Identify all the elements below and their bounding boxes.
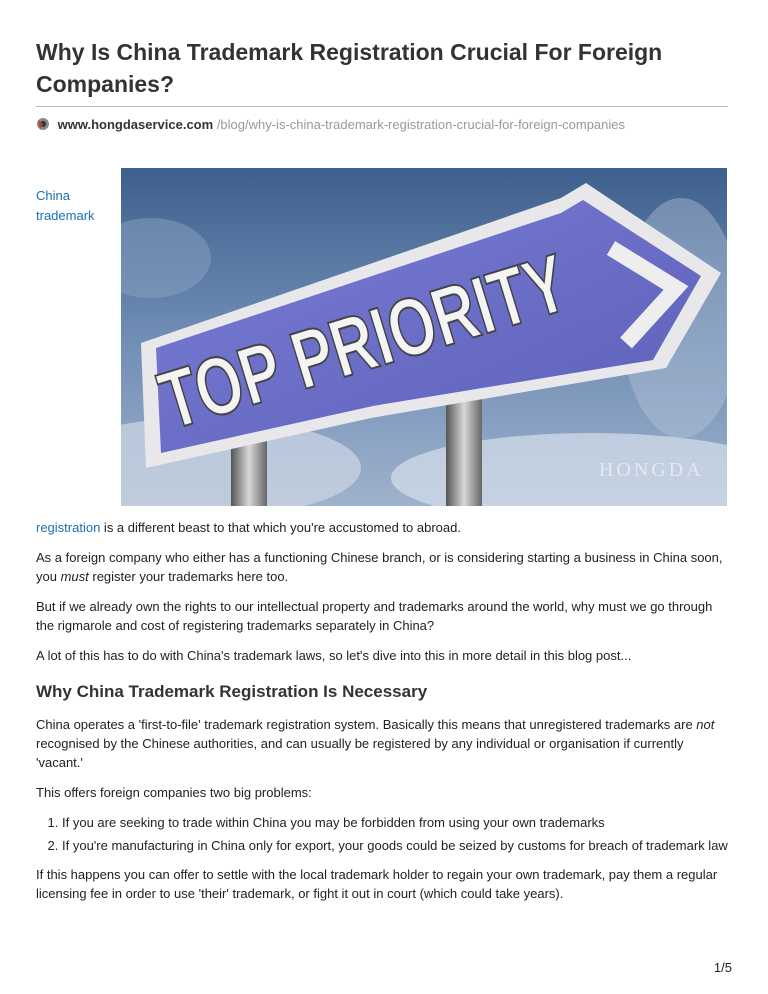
problems-list bbox=[36, 813, 728, 855]
article-body bbox=[36, 518, 728, 914]
paragraph: This offers foreign companies two big problems: bbox=[36, 785, 312, 800]
registration-link[interactable]: registration bbox=[36, 520, 101, 535]
paragraph: A lot of this has to do with China's trademark laws, so let's dive into this in more detail in this blog post... bbox=[36, 648, 632, 663]
title-divider bbox=[36, 106, 728, 107]
source-url[interactable] bbox=[36, 116, 625, 134]
source-path[interactable]: /blog/why-is-china-trademark-registration-crucial-for-foreign-companies bbox=[216, 117, 626, 132]
paragraph: China operates a 'first-to-file' trademark registration system. Basically this means that unregistered trademarks are not recognised by the Chinese authorities, and can usually be registered by any individual or organisation if currently 'vacant.' bbox=[36, 717, 715, 770]
site-favicon-icon bbox=[36, 117, 50, 131]
list-item: 2. If you're manufacturing in China only for export, your goods could be seized by customs for breach of trademark law bbox=[62, 836, 728, 855]
paragraph: As a foreign company who either has a functioning Chinese branch, or is considering starting a business in China soon, you must register your trademarks here too. bbox=[36, 550, 723, 584]
source-domain[interactable]: www.hongdaservice.com bbox=[57, 117, 214, 132]
page-number: 1/5 bbox=[713, 960, 732, 975]
sidebar-link-china-trademark[interactable]: China trademark bbox=[36, 188, 95, 223]
page-title: Why Is China Trademark Registration Crucial For Foreign Companies? bbox=[36, 39, 663, 97]
sign-text: TOP PRIORITY bbox=[149, 191, 727, 448]
paragraph: If this happens you can offer to settle with the local trademark holder to regain your own trademark, pay them a regular licensing fee in order to use 'their' trademark, or fight it out in court (which could take years). bbox=[36, 867, 718, 901]
section-heading: Why China Trademark Registration Is Necessary bbox=[36, 682, 428, 701]
list-item: 1. If you are seeking to trade within China you may be forbidden from using your own trademarks bbox=[62, 813, 728, 832]
paragraph: But if we already own the rights to our intellectual property and trademarks around the world, why must we go through the rigmarole and cost of registering trademarks separately in China? bbox=[36, 599, 713, 633]
top-priority-sign-image bbox=[121, 168, 727, 506]
hongda-watermark: HONGDA bbox=[599, 459, 704, 481]
paragraph: registration is a different beast to that which you're accustomed to abroad. bbox=[36, 520, 461, 535]
